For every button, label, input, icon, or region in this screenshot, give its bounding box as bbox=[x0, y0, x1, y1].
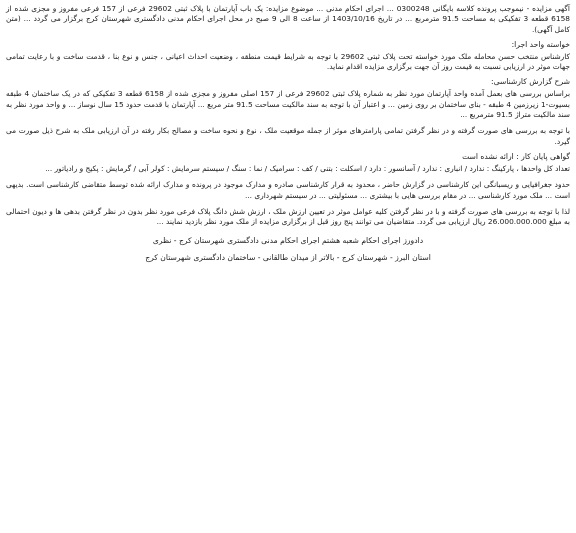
section-limits-text: حدود جغرافیایی و ریسبانگی این کارشناسی در گزارش حاضر ، محدود به قرار کارشناسی صادره و مدارک موجود در پرونده و مدارک ارائه شده توسط متقاضی کارشناسی است. بدیهی است ... ملک مورد کارشناسی ... در مقام بررسی هایی با بیشتری ... مسئولیتی ... در سیستم شهرداری ... bbox=[6, 180, 570, 200]
intro-paragraph: آگهی مزایده - نیموجب پرونده کلاسه بایگانی 0300248 ... اجرای احکام مدنی ... موضوع مزایده: یک باب آپارتمان با پلاک ثبتی 29602 فرعی از 157 فرعی مفروز و مجزی شده از 6158 قطعه 3 تفکیکی به مساحت 91.5 مترمربع ... در تاریخ 1403/10/16 از ساعت 8 الی 9 صبح در محل اجرای احکام مدنی دادگستری شهرستان کرج برگزار می گردد ... (متن کامل آگهی). bbox=[6, 4, 570, 34]
address-line: استان البرز - شهرستان کرج - بالاتر از میدان طالقانی - ساختمان دادگستری شهرستان کرج bbox=[145, 253, 431, 263]
section-evaluation-text: با توجه به بررسی های صورت گرفته و در نظر گرفتن تمامی پارامترهای موثر از جمله موقعیت ملک ، نوع و نحوه ساخت و مصالح بکار رفته در آن ارزیابی ملک به شرح ذیل صورت می گیرد. bbox=[6, 126, 570, 146]
section-valuation-text: لذا با توجه به بررسی های صورت گرفته و با در نظر گرفتن کلیه عوامل موثر در تعیین ارزش ملک ، ارزش شش دانگ پلاک فرعی مورد نظر بدون در نظر گرفتن بدهی ها و دیون احتمالی به مبلغ 26.000.000.000 ریال ارزیابی می گردد. متقاضیان می توانند پنج روز قبل از برگزاری مزایده از ملک مورد نظر بازدید نمایند ... bbox=[6, 206, 570, 227]
section-requester-text: کارشناس منتخب حسن محامله ملک مورد خواسته تحت پلاک ثبتی 29602 با توجه به شرایط قیمت منطقه ، وضعیت احداث اعیانی ، جنس و نوع بنا ، قدمت ساخت و با رعایت تمامی جهات موثر در ارزیابی نسبت به قیمت روز آن جهت برگزاری مزایده اقدام نماید. bbox=[6, 51, 570, 72]
section-report-text: براساس بررسی های بعمل آمده واحد آپارتمان مورد نظر به شماره پلاک ثبتی 29602 فرعی از 157 اصلی مفروز و مجزی شده از 6158 قطعه 3 تفکیکی که در یک ساختمان 4 طبقه بسیوت-1 زیرزمین 4 طبقه - بنای ساختمان بر روی زمین ... و اعتبار آن با توجه به سند مالکیت مساحت 91.5 متر مربع ... آپارتمان با قدمت حدود 15 سال نوساز ... و واحد مورد نظر به سند مالکیت متراژ 91.5 مترمربع ... bbox=[6, 89, 570, 120]
section-completion-label: گواهی پایان کار : ارائه نشده است bbox=[462, 151, 570, 161]
issuer-line: دادورز اجرای احکام شعبه هشتم اجرای احکام مدنی دادگستری شهرستان کرج - نظری bbox=[152, 236, 424, 246]
section-requester-label: خواسته واحد اجرا: bbox=[511, 39, 570, 49]
section-report-label: شرح گزارش کارشناسی: bbox=[491, 77, 570, 87]
section-completion-text: تعداد کل واحدها ، پارکینگ : ندارد / انباری : ندارد / آسانسور : دارد / اسکلت : بتنی / کف : سرامیک / نما : سنگ / سیستم سرمایش : کولر آبی / گرمایش : پکیج و رادیاتور ... bbox=[45, 163, 570, 173]
